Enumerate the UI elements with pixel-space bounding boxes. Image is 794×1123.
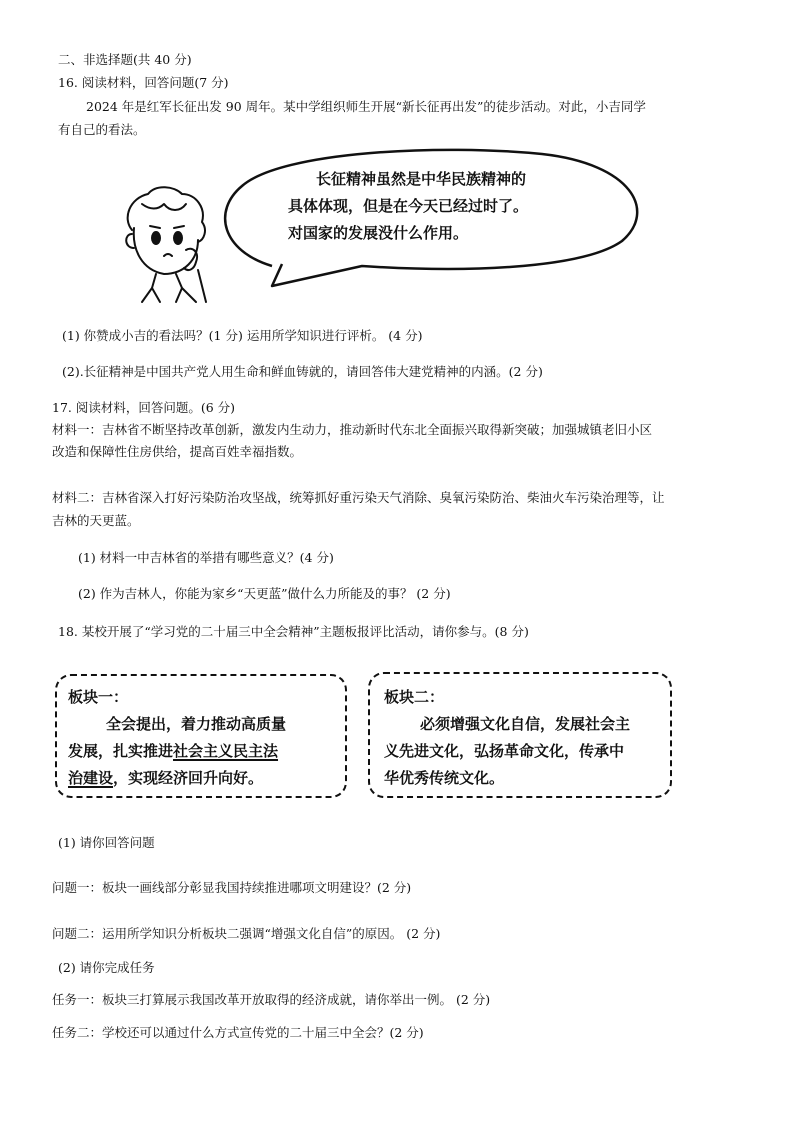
q17-material1-line2: 改造和保障性住房供给，提高百姓幸福指数。 xyxy=(52,444,303,459)
speech-line1: 长征精神虽然是中华民族精神的 xyxy=(316,170,527,188)
board-one-line1: 全会提出，着力推动高质量 xyxy=(106,715,287,733)
q17-material2-line2: 吉林的天更蓝。 xyxy=(52,513,140,528)
q17-title: 17. 阅读材料，回答问题。(6 分) xyxy=(52,400,236,415)
board-one-line2-a: 发展，扎实推进 xyxy=(68,742,174,760)
q18-part2: (2) 请你完成任务 xyxy=(58,960,155,975)
board-one-label: 板块一： xyxy=(68,688,129,706)
board-two-line1: 必须增强文化自信，发展社会主 xyxy=(420,715,631,733)
board-two-line3: 华优秀传统文化。 xyxy=(384,769,505,787)
cartoon-boy-illustration xyxy=(112,180,222,305)
q16-sub2: (2).长征精神是中国共产党人用生命和鲜血铸就的，请回答伟大建党精神的内涵。(2 分) xyxy=(62,364,543,379)
board-one-underlined-b: 治建设 xyxy=(68,769,114,787)
q18-question-two: 问题二：运用所学知识分析板块二强调“增强文化自信”的原因。 (2 分) xyxy=(52,926,441,941)
q16-title: 16. 阅读材料，回答问题(7 分) xyxy=(58,75,229,90)
q16-intro-line1: 2024 年是红军长征出发 90 周年。某中学组织师生开展“新长征再出发”的徒步活动。对此，小吉同学 xyxy=(86,99,646,114)
speech-line3: 对国家的发展没什么作用。 xyxy=(288,224,469,242)
q17-sub2: (2) 作为吉林人，你能为家乡“天更蓝”做什么力所能及的事？ (2 分) xyxy=(78,586,451,601)
board-one-line3 xyxy=(68,765,263,792)
board-one-underlined-a: 社会主义民主法 xyxy=(173,742,279,760)
q18-task-two: 任务二：学校还可以通过什么方式宣传党的二十届三中全会？(2 分) xyxy=(52,1025,424,1040)
q16-intro-line2: 有自己的看法。 xyxy=(58,122,146,137)
board-two-label: 板块二： xyxy=(384,688,445,706)
q18-title: 18. 某校开展了“学习党的二十届三中全会精神”主题板报评比活动，请你参与。(8 分) xyxy=(58,624,529,639)
q18-part1: (1) 请你回答问题 xyxy=(58,835,155,850)
q18-question-one: 问题一：板块一画线部分彰显我国持续推进哪项文明建设？(2 分) xyxy=(52,880,412,895)
board-two-line2: 义先进文化，弘扬革命文化，传承中 xyxy=(384,742,625,760)
q16-sub1: (1) 你赞成小吉的看法吗？(1 分) 运用所学知识进行评析。 (4 分) xyxy=(62,328,423,343)
q17-material2-line1: 材料二：吉林省深入打好污染防治攻坚战，统筹抓好重污染天气消除、臭氧污染防治、柴油火车污染治理等，让 xyxy=(52,490,665,505)
section-heading: 二、非选择题(共 40 分) xyxy=(58,52,192,67)
q18-task-one: 任务一：板块三打算展示我国改革开放取得的经济成就，请你举出一例。 (2 分) xyxy=(52,992,491,1007)
q17-material1-line1: 材料一：吉林省不断坚持改革创新，激发内生动力，推动新时代东北全面振兴取得新突破；加强城镇老旧小区 xyxy=(52,422,653,437)
q17-sub1: (1) 材料一中吉林省的举措有哪些意义？(4 分) xyxy=(78,550,334,565)
board-one-line2 xyxy=(68,738,278,765)
speech-line2: 具体体现，但是在今天已经过时了。 xyxy=(288,197,529,215)
board-one-line3-b: ，实现经济回升向好。 xyxy=(113,769,264,787)
